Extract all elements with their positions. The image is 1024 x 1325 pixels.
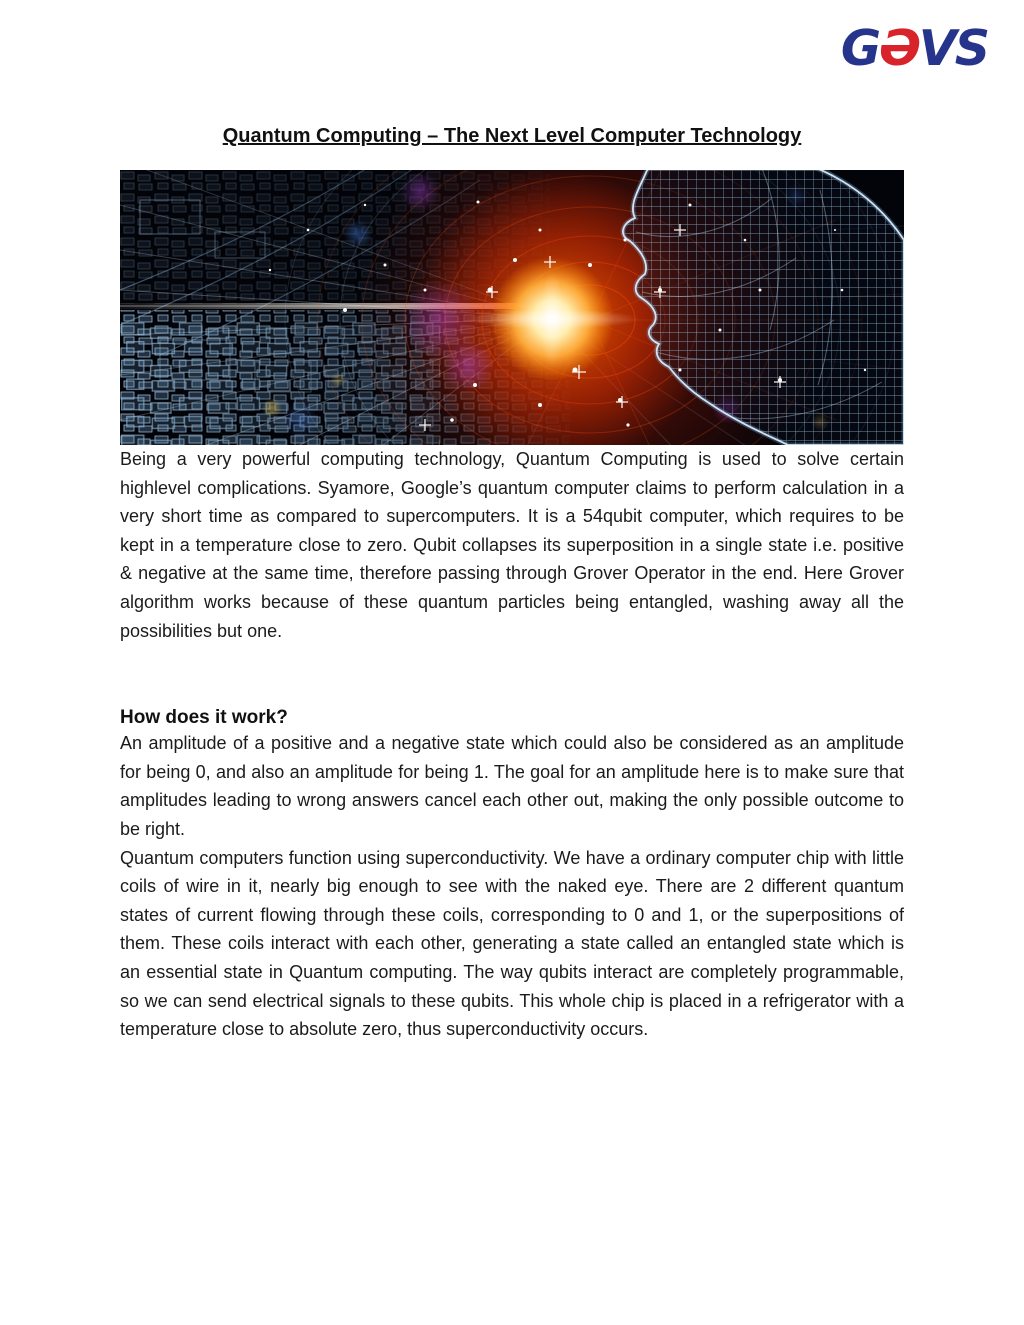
logo-letter-g: G	[840, 20, 880, 77]
hero-image	[120, 170, 904, 445]
paragraph-superconductivity: Quantum computers function using superconductivity. We have a ordinary computer chip with little coils of wire in it, nearly big enough to see with the naked eye. There are 2 different quantum states of current flowing through these coils, corresponding to 0 and 1, or the superpositions of them. These coils interact with each other, generating a state called an entangled state which is an essential state in Quantum computing. The way qubits interact are completely programmable, so we can send electrical signals to these qubits. This whole chip is placed in a refrigerator with a temperature close to absolute zero, thus superconductivity occurs.	[120, 847, 904, 1040]
logo-letter-a: Ə	[879, 20, 919, 77]
logo-letters-vs: VS	[918, 20, 988, 77]
document-content	[120, 0, 904, 1044]
paragraph-intro: Being a very powerful computing technology, Quantum Computing is used to solve certain highlevel complications. Syamore, Google’s quantum computer claims to perform calculation in a very short time as compared to supercomputers. It is a 54qubit computer, which requires to be kept in a temperature close to zero. Qubit collapses its superposition in a single state i.e. positive & negative at the same time, therefore passing through Grover Operator in the end. Here Grover algorithm works because of these quantum particles being entangled, washing away all the possibilities but one.	[120, 449, 904, 641]
quantum-art-graphic	[120, 170, 904, 445]
section-heading: How does it work?	[120, 707, 288, 729]
paragraph-amplitude: An amplitude of a positive and a negative state which could also be considered as an amplitude for being 0, and also an amplitude for being 1. The goal for an amplitude here is to make sure that amplitudes leading to wrong answers cancel each other out, making the only possible outcome to be right.	[120, 733, 904, 839]
page-title: Quantum Computing – The Next Level Computer Technology	[222, 125, 802, 147]
